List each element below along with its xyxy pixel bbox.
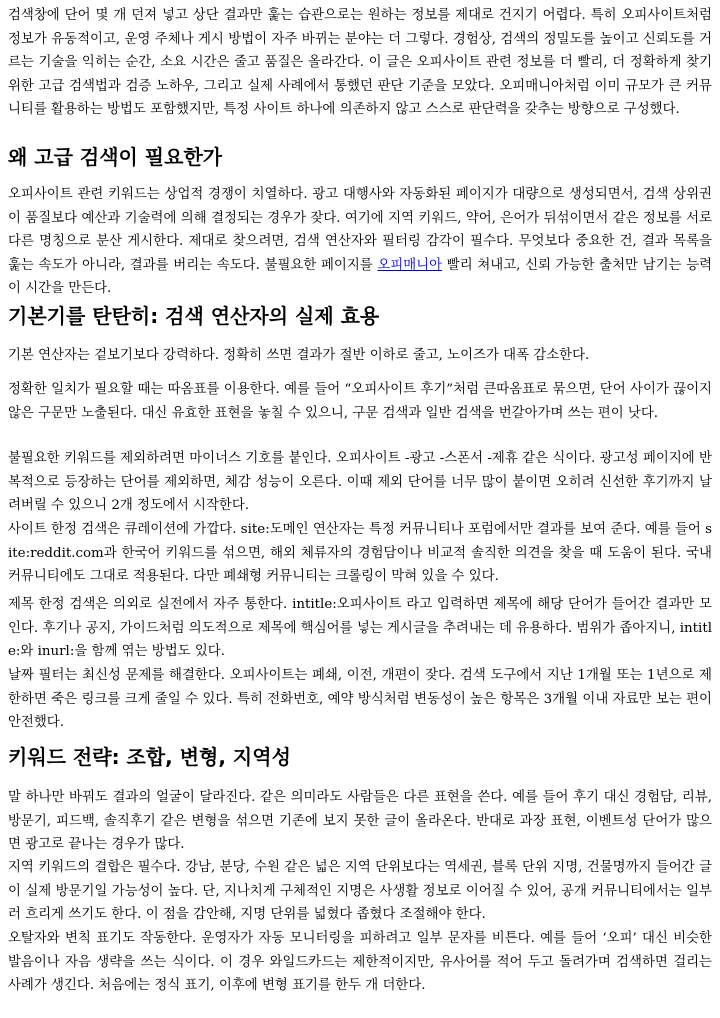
operators-paragraph-3: 불필요한 키워드를 제외하려면 마이너스 기호를 붙인다. 오피사이트 -광고 -스폰서 -제휴 같은 식이다. 광고성 페이지에 반복적으로 등장하는 단어를 제외하면, 체감 성능이 오른다. 이때 제외 단어를 너무 많이 붙이면 오히려 신선한 후기까지 날려버릴 수 있으니 2개 정도에서 시작한다. — [8, 451, 712, 513]
operators-paragraph-2: 정확한 일치가 필요할 때는 따옴표를 이용한다. 예를 들어 “오피사이트 후기”처럼 큰따옴표로 묶으면, 단어 사이가 끊이지 않은 구문만 노출된다. 대신 유효한 표현을 놓칠 수 있으니, 구문 검색과 일반 검색을 번갈아가며 쓰는 편이 낫다. — [8, 382, 712, 421]
keywords-paragraph-3: 오탈자와 변칙 표기도 작동한다. 운영자가 자동 모니터링을 피하려고 일부 문자를 비튼다. 예를 들어 ‘오피’ 대신 비슷한 발음이나 자음 생략을 쓰는 식이다. 이 경우 와일드카드는 제한적이지만, 유사어를 적어 두고 돌려가며 검색하면 걸리는 사례가 생긴다. 처음에는 정식 표기, 이후에 변형 표기를 한두 개 더한다. — [8, 931, 712, 993]
keywords-paragraph-2: 지역 키워드의 결합은 필수다. 강남, 분당, 수원 같은 넓은 지역 단위보다는 역세권, 블록 단위 지명, 건물명까지 들어간 글이 실제 방문기일 가능성이 높다. 단, 지나치게 구체적인 지명은 사생활 정보로 이어질 수 있어, 공개 커뮤니티에서는 일부러 흐리게 쓰기도 한다. 이 점을 감안해, 지명 단위를 넓혔다 좁혔다 조절해야 한다. — [8, 860, 712, 922]
opmania-link[interactable]: 오피매니아 — [377, 257, 443, 273]
operators-paragraph-6: 날짜 필터는 최신성 문제를 해결한다. 오피사이트는 폐쇄, 이전, 개편이 잦다. 검색 도구에서 지난 1개월 또는 1년으로 제한하면 죽은 링크를 크게 줄일 수 있다. 특히 전화번호, 예약 방식처럼 변동성이 높은 항목은 3개월 이내 자료만 보는 편이 안전했다. — [8, 668, 712, 730]
section-heading-keywords: 키워드 전략: 조합, 변형, 지역성 — [8, 745, 291, 769]
why-paragraph — [8, 183, 712, 301]
why-text-after: 빨리 쳐내고, 신뢰 가능한 출처만 남기는 능력이 시간을 만든다. — [8, 257, 712, 296]
operators-paragraph-5: 제목 한정 검색은 의외로 실전에서 자주 통한다. intitle:오피사이트 라고 입력하면 제목에 해당 단어가 들어간 결과만 모인다. 후기나 공지, 가이드처럼 의도적으로 제목에 핵심어를 넣는 게시글을 추려내는 데 유용하다. 범위가 좁아지니, intitle:와 inurl:을 함께 엮는 방법도 있다. — [8, 597, 712, 659]
section-heading-why: 왜 고급 검색이 필요한가 — [8, 145, 223, 169]
operators-paragraph-4: 사이트 한정 검색은 큐레이션에 가깝다. site:도메인 연산자는 특정 커뮤니티나 포럼에서만 결과를 보여 준다. 예를 들어 site:reddit.com과 한국어 키워드를 섞으면, 해외 체류자의 경험담이나 비교적 솔직한 의견을 찾을 때 도움이 된다. 국내 커뮤니티에도 그대로 적용된다. 다만 폐쇄형 커뮤니티는 크롤링이 막혀 있을 수 있다. — [8, 522, 712, 584]
section-heading-operators: 기본기를 탄탄히: 검색 연산자의 실제 효용 — [8, 304, 380, 328]
why-text-before: 오피사이트 관련 키워드는 상업적 경쟁이 치열하다. 광고 대행사와 자동화된 페이지가 대량으로 생성되면서, 검색 상위권이 품질보다 예산과 기술력에 의해 결정되는 경우가 잦다. 여기에 지역 키워드, 약어, 은어가 뒤섞이면서 같은 정보를 서로 다른 명칭으로 분산 게시한다. 제대로 찾으려면, 검색 연산자와 필터링 감각이 필수다. 무엇보다 중요한 건, 결과 목록을 훑는 속도가 아니라, 결과를 버리는 속도다. 불필요한 페이지를 — [8, 187, 712, 273]
keywords-paragraph-1: 말 하나만 바꿔도 결과의 얼굴이 달라진다. 같은 의미라도 사람들은 다른 표현을 쓴다. 예를 들어 후기 대신 경험담, 리뷰, 방문기, 피드백, 솔직후기 같은 변형을 섞으면 기존에 보지 못한 글이 올라온다. 반대로 과장 표현, 이벤트성 단어가 많으면 광고로 끝나는 경우가 많다. — [8, 790, 712, 852]
operators-paragraph-1: 기본 연산자는 겉보기보다 강력하다. 정확히 쓰면 결과가 절반 이하로 줄고, 노이즈가 대폭 감소한다. — [8, 348, 590, 363]
intro-paragraph: 검색창에 단어 몇 개 던져 넣고 상단 결과만 훑는 습관으로는 원하는 정보를 제대로 건지기 어렵다. 특히 오피사이트처럼 정보가 유동적이고, 운영 주체나 게시 방법이 자주 바뀌는 분야는 더 그렇다. 경험상, 검색의 정밀도를 높이고 신뢰도를 거르는 기술을 익히는 순간, 소요 시간은 줄고 품질은 올라간다. 이 글은 오피사이트 관련 정보를 더 빨리, 더 정확하게 찾기 위한 고급 검색법과 검증 노하우, 그리고 실제 사례에서 통했던 판단 기준을 모았다. 오피매니아처럼 이미 규모가 큰 커뮤니티를 활용하는 방법도 포함했지만, 특정 사이트 하나에 의존하지 않고 스스로 판단력을 갖추는 방향으로 구성했다. — [8, 8, 712, 117]
